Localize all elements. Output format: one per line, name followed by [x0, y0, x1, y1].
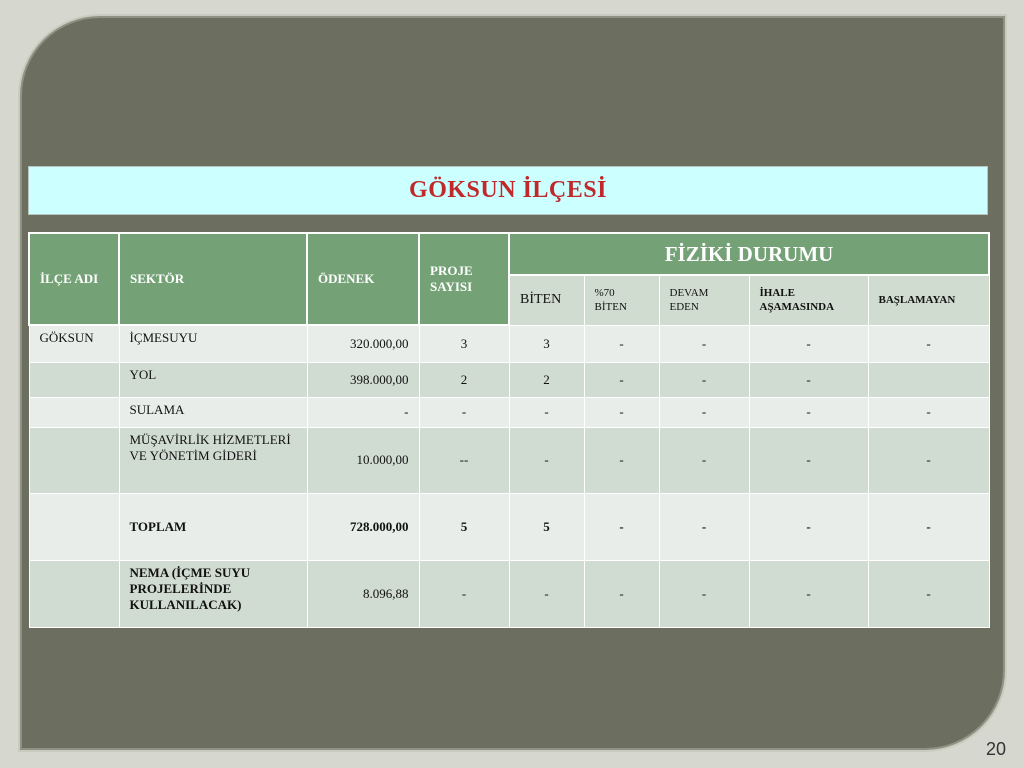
data-table: [28, 232, 990, 628]
header-ilce-adi: İLÇE ADI: [29, 233, 119, 325]
cell-y70: -: [584, 493, 659, 560]
cell-sektor: TOPLAM: [119, 493, 307, 560]
cell-devam: -: [659, 325, 749, 362]
cell-ihale: -: [749, 493, 868, 560]
cell-odenek: 398.000,00: [307, 362, 419, 397]
cell-biten: 2: [509, 362, 584, 397]
table-row: [29, 362, 989, 397]
header-proje-sayisi: PROJE SAYISI: [419, 233, 509, 325]
cell-biten: -: [509, 397, 584, 427]
cell-devam: -: [659, 427, 749, 493]
header-odenek: ÖDENEK: [307, 233, 419, 325]
cell-biten: 5: [509, 493, 584, 560]
cell-ihale: -: [749, 560, 868, 627]
cell-odenek: 10.000,00: [307, 427, 419, 493]
table-row: [29, 325, 989, 362]
cell-sektor: SULAMA: [119, 397, 307, 427]
cell-ilce: [29, 397, 119, 427]
header-sektor: SEKTÖR: [119, 233, 307, 325]
page-number: 20: [985, 739, 1006, 759]
cell-y70: -: [584, 362, 659, 397]
cell-proje: --: [419, 427, 509, 493]
cell-baslamayan: [868, 362, 989, 397]
cell-ihale: -: [749, 427, 868, 493]
cell-y70: -: [584, 325, 659, 362]
cell-baslamayan: -: [868, 427, 989, 493]
cell-ilce: [29, 362, 119, 397]
cell-odenek: 320.000,00: [307, 325, 419, 362]
table-row-total: [29, 493, 989, 560]
cell-sektor: NEMA (İÇME SUYU PROJELERİNDE KULLANILACAK): [119, 560, 307, 627]
page-title: GÖKSUN İLÇESİ: [409, 177, 607, 203]
cell-y70: -: [584, 427, 659, 493]
cell-baslamayan: -: [868, 560, 989, 627]
table-row: [29, 397, 989, 427]
cell-sektor: YOL: [119, 362, 307, 397]
cell-sektor: İÇMESUYU: [119, 325, 307, 362]
header-fiziki-durumu: FİZİKİ DURUMU: [509, 233, 989, 275]
cell-biten: -: [509, 427, 584, 493]
cell-proje: -: [419, 397, 509, 427]
cell-proje: 5: [419, 493, 509, 560]
table-row: [29, 427, 989, 493]
cell-ilce: [29, 493, 119, 560]
header-biten: BİTEN: [509, 275, 584, 325]
header-baslamayan: BAŞLAMAYAN: [868, 275, 989, 325]
table-row: [29, 560, 989, 627]
cell-odenek: 8.096,88: [307, 560, 419, 627]
cell-odenek: -: [307, 397, 419, 427]
cell-biten: -: [509, 560, 584, 627]
cell-devam: -: [659, 560, 749, 627]
cell-ilce: [29, 560, 119, 627]
header-devam-eden: DEVAM EDEN: [659, 275, 749, 325]
cell-baslamayan: -: [868, 493, 989, 560]
cell-devam: -: [659, 362, 749, 397]
cell-y70: -: [584, 560, 659, 627]
cell-baslamayan: -: [868, 325, 989, 362]
cell-odenek: 728.000,00: [307, 493, 419, 560]
cell-ihale: -: [749, 362, 868, 397]
title-bar: [28, 166, 988, 215]
header-yuzde70-biten: %70 BİTEN: [584, 275, 659, 325]
cell-proje: 2: [419, 362, 509, 397]
cell-proje: -: [419, 560, 509, 627]
cell-baslamayan: -: [868, 397, 989, 427]
cell-ihale: -: [749, 397, 868, 427]
cell-sektor: MÜŞAVİRLİK HİZMETLERİ VE YÖNETİM GİDERİ: [119, 427, 307, 493]
header-ihale: İHALE AŞAMASINDA: [749, 275, 868, 325]
cell-proje: 3: [419, 325, 509, 362]
cell-ilce: GÖKSUN: [29, 325, 119, 362]
cell-devam: -: [659, 397, 749, 427]
cell-y70: -: [584, 397, 659, 427]
cell-ihale: -: [749, 325, 868, 362]
cell-ilce: [29, 427, 119, 493]
cell-devam: -: [659, 493, 749, 560]
cell-biten: 3: [509, 325, 584, 362]
